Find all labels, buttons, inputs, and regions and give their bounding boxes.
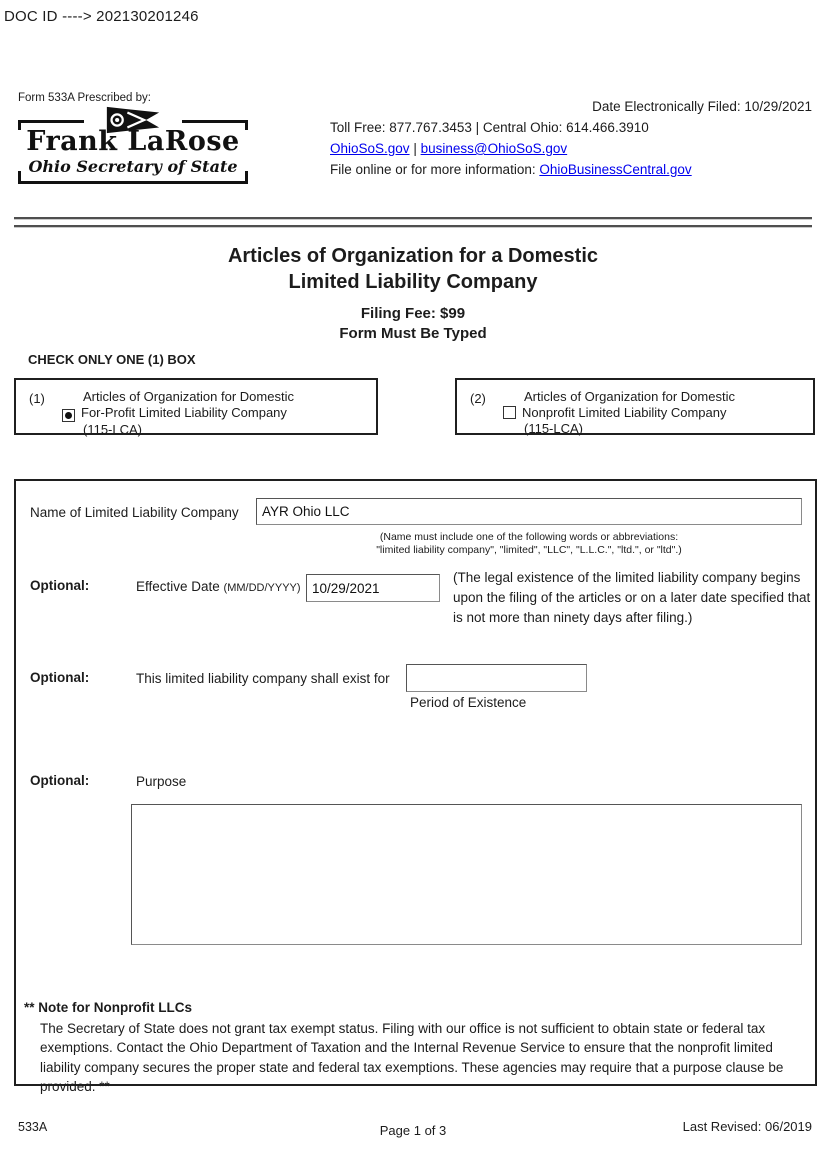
option-line-1: Articles of Organization for Domestic (83, 389, 294, 404)
check-only-one-heading: CHECK ONLY ONE (1) BOX (28, 352, 196, 367)
secretary-of-state-logo (18, 106, 248, 184)
option-line-3: (115-LCA) (83, 422, 143, 437)
effective-date-label: Effective Date (MM/DD/YYYY) (136, 579, 301, 594)
date-format-hint: (MM/DD/YYYY) (223, 582, 301, 594)
checkbox-dot (65, 412, 72, 419)
divider-rule (14, 217, 812, 220)
effective-date-input[interactable] (306, 574, 440, 602)
forprofit-checkbox[interactable] (62, 409, 75, 422)
option-line-2-text: Nonprofit Limited Liability Company (522, 405, 727, 420)
period-of-existence-input[interactable] (406, 664, 587, 692)
effective-date-note: (The legal existence of the limited liability company begins upon the filing of the articles or on a later date specified that is not more than ninety days after filing.) (453, 570, 811, 625)
purpose-textarea[interactable] (131, 804, 802, 945)
phone-line: Toll Free: 877.767.3453 | Central Ohio: 614.466.3910 (330, 120, 649, 135)
title-line-1: Articles of Organization for a Domestic (227, 245, 599, 267)
ohio-business-central-link[interactable]: OhioBusinessCentral.gov (539, 162, 692, 177)
divider-rule (14, 225, 812, 228)
name-requirements-note (256, 531, 802, 557)
title-line-2: Limited Liability Company (288, 271, 538, 293)
prescribed-by-label: Form 533A Prescribed by: (18, 92, 151, 104)
file-online-prefix: File online or for more information: (330, 162, 540, 177)
option-line-2 (503, 405, 813, 421)
name-note-line-2: "limited liability company", "limited", "LLC", "L.L.C.", "ltd.", or "ltd".) (376, 544, 682, 556)
date-filed: Date Electronically Filed: 10/29/2021 (592, 99, 812, 114)
form-title (0, 243, 826, 344)
logo-frame-line (18, 120, 84, 123)
optional-label: Optional: (30, 773, 90, 788)
period-of-existence-caption: Period of Existence (410, 695, 527, 710)
purpose-label: Purpose (136, 774, 187, 789)
option-line-2-text: For-Profit Limited Liability Company (81, 405, 287, 420)
business-email-link[interactable]: business@OhioSoS.gov (420, 141, 568, 156)
option-line-1: Articles of Organization for Domestic (524, 389, 735, 404)
filing-fee: Filing Fee: $99 (360, 305, 466, 322)
option-line-3: (115-LCA) (524, 421, 584, 436)
logo-subtitle: Ohio Secretary of State (28, 157, 238, 176)
file-online-line (330, 162, 812, 177)
footer-page-indicator: Page 1 of 3 (379, 1123, 447, 1138)
optional-label: Optional: (30, 670, 90, 685)
ohiosos-link[interactable]: OhioSoS.gov (330, 141, 410, 156)
links-line (330, 141, 812, 156)
doc-id: DOC ID ----> 202130201246 (4, 8, 199, 25)
header-contact-block (330, 99, 812, 177)
company-name-input[interactable] (256, 498, 802, 525)
nonprofit-note-body: The Secretary of State does not grant tax exempt status. Filing with our office is not sufficient to obtain state or federal tax exemptions. Contact the Ohio Department of Taxation and the Internal Revenue Service to ensure that the nonprofit limited liability company secures the proper state and federal tax exemptions. These agencies may require that a purpose clause be provided. ** (40, 1021, 784, 1094)
company-name-label: Name of Limited Liability Company (30, 505, 239, 520)
main-form-box (14, 479, 817, 1094)
nonprofit-checkbox[interactable] (503, 406, 516, 419)
name-note-line-1: (Name must include one of the following words or abbreviations: (379, 531, 679, 543)
link-separator: | (413, 141, 417, 156)
option-box-nonprofit (455, 378, 815, 435)
form-must-be-typed: Form Must Be Typed (339, 325, 487, 342)
nonprofit-note-heading: ** Note for Nonprofit LLCs (24, 1000, 192, 1015)
logo-frame-line (182, 120, 248, 123)
option-line-2 (62, 405, 376, 422)
existence-label: This limited liability company shall exist for (136, 671, 390, 686)
optional-label: Optional: (30, 578, 90, 593)
option-number: (2) (470, 391, 486, 406)
option-number: (1) (29, 391, 45, 406)
logo-name: Frank LaRose (26, 126, 240, 157)
footer-form-number: 533A (18, 1120, 48, 1134)
footer-last-revised: Last Revised: 06/2019 (682, 1119, 812, 1134)
option-box-forprofit (14, 378, 378, 435)
